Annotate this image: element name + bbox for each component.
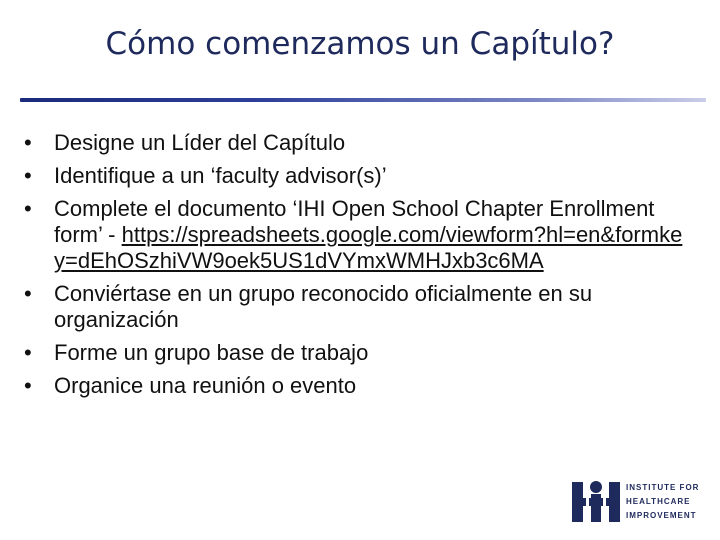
logo-line: IMPROVEMENT	[626, 511, 697, 520]
bullet-dot-icon: •	[24, 196, 32, 221]
title-divider	[20, 98, 706, 102]
bullet-item	[20, 373, 692, 399]
ihi-logo-icon	[572, 478, 620, 526]
bullet-item	[20, 163, 692, 189]
bullet-text: Conviértase en un grupo reconocido oficialmente en su organización	[54, 281, 593, 332]
bullet-dot-icon: •	[24, 281, 32, 306]
enrollment-form-link[interactable]: https://spreadsheets.google.com/viewform?hl=en&formkey=dEhOSzhiVW9oek5US1dVYmxWMHJxb3c6MA	[54, 222, 683, 273]
bullet-list	[20, 130, 692, 406]
logo-line: HEALTHCARE	[626, 497, 691, 506]
bullet-dot-icon: •	[24, 130, 32, 155]
bullet-text: Complete el documento ‘IHI Open School Chapter Enrollment form’ -	[54, 196, 655, 247]
logo-line: INSTITUTE FOR	[626, 483, 700, 492]
bullet-text: Identifique a un ‘faculty advisor(s)’	[54, 163, 387, 188]
bullet-dot-icon: •	[24, 373, 32, 398]
bullet-text: Organice una reunión o evento	[54, 373, 357, 398]
bullet-text: Forme un grupo base de trabajo	[54, 340, 369, 365]
bullet-text: Designe un Líder del Capítulo	[54, 130, 346, 155]
bullet-dot-icon: •	[24, 340, 32, 365]
slide-title: Cómo comenzamos un Capítulo?	[105, 26, 615, 62]
ihi-logo-text	[626, 481, 706, 523]
ihi-logo	[572, 478, 704, 526]
bullet-item	[20, 196, 692, 274]
bullet-item	[20, 130, 692, 156]
bullet-item	[20, 281, 692, 333]
bullet-dot-icon: •	[24, 163, 32, 188]
bullet-item	[20, 340, 692, 366]
